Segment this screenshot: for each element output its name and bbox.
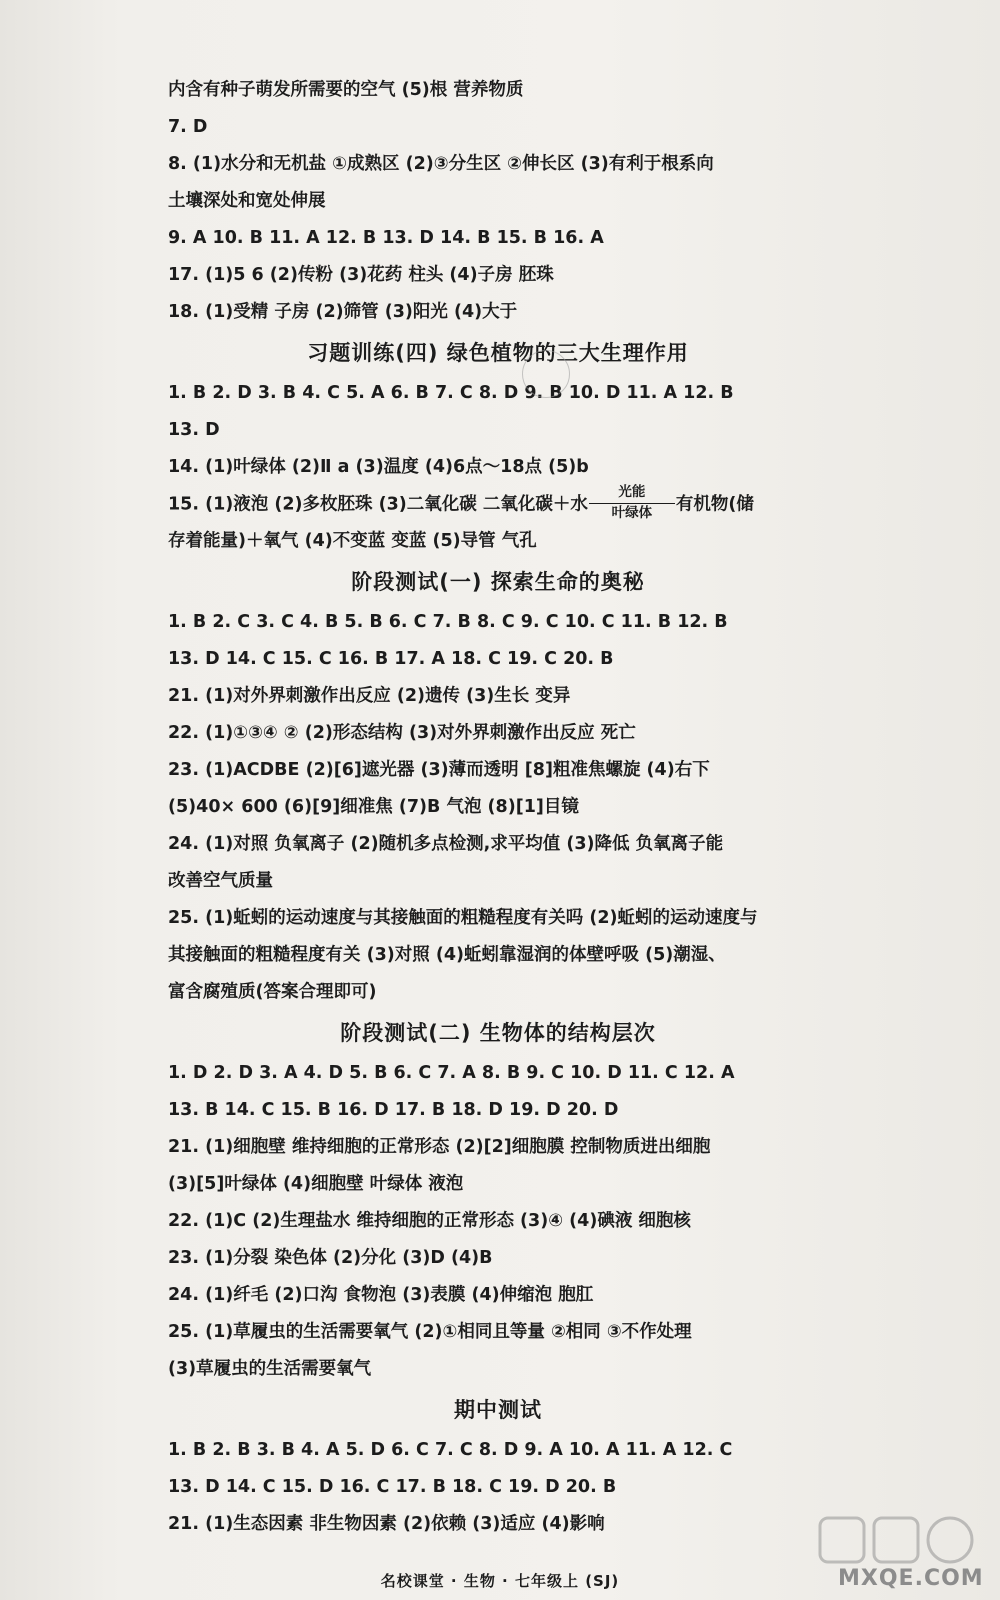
answer-line: 23. (1)ACDBE (2)[6]遮光器 (3)薄而透明 [8]粗准焦螺旋 (4)右下 [168,760,710,780]
section-heading: 阶段测试(二) 生物体的结构层次 [340,1021,656,1045]
answer-line: 25. (1)草履虫的生活需要氧气 (2)①相同且等量 ②相同 ③不作处理 [168,1322,692,1342]
answer-line: 存着能量)＋氧气 (4)不变蓝 变蓝 (5)导管 气孔 [168,531,537,551]
answer-line: 1. B 2. D 3. B 4. C 5. A 6. B 7. C 8. D 9. B 10. D 11. A 12. B [168,383,734,403]
answer-line: 土壤深处和宽处伸展 [168,191,326,211]
reaction-arrow [589,486,675,523]
answer-line: 富含腐殖质(答案合理即可) [168,982,377,1002]
answer-line: 13. D 14. C 15. D 16. C 17. B 18. C 19. D 20. B [168,1477,617,1497]
answer-line: 其接触面的粗糙程度有关 (3)对照 (4)蚯蚓靠湿润的体壁呼吸 (5)潮湿、 [168,945,726,965]
answer-line: (3)草履虫的生活需要氧气 [168,1359,372,1379]
section-heading: 阶段测试(一) 探索生命的奥秘 [351,570,645,594]
answer-line: 22. (1)C (2)生理盐水 维持细胞的正常形态 (3)④ (4)碘液 细胞核 [168,1211,691,1231]
answer-line: 21. (1)生态因素 非生物因素 (2)依赖 (3)适应 (4)影响 [168,1514,605,1534]
answer-line: 23. (1)分裂 染色体 (2)分化 (3)D (4)B [168,1248,493,1268]
equation-line [168,486,828,523]
answer-line: 18. (1)受精 子房 (2)筛管 (3)阳光 (4)大于 [168,302,518,322]
page-footer: 名校课堂 · 生物 · 七年级上 (SJ) [380,1572,620,1590]
answer-line: 1. B 2. B 3. B 4. A 5. D 6. C 7. C 8. D 9. A 10. A 11. A 12. C [168,1440,733,1460]
answer-line: 13. D [168,420,220,440]
equation-left: 15. (1)液泡 (2)多枚胚珠 (3)二氧化碳 二氧化碳＋水 [168,494,588,515]
watermark-url: MXQE.COM [838,1566,984,1591]
answer-line: (3)[5]叶绿体 (4)细胞壁 叶绿体 液泡 [168,1174,464,1194]
answer-line: 14. (1)叶绿体 (2)Ⅱ a (3)温度 (4)6点～18点 (5)b [168,457,589,477]
answer-line: 9. A 10. B 11. A 12. B 13. D 14. B 15. B 16. A [168,228,604,248]
answer-line: 13. D 14. C 15. C 16. B 17. A 18. C 19. C 20. B [168,649,614,669]
answer-line: 13. B 14. C 15. B 16. D 17. B 18. D 19. D 20. D [168,1100,619,1120]
watermark-logo-icon [818,1514,978,1566]
answer-line: 25. (1)蚯蚓的运动速度与其接触面的粗糙程度有关吗 (2)蚯蚓的运动速度与 [168,908,758,928]
answer-line: 1. B 2. C 3. C 4. B 5. B 6. C 7. B 8. C 9. C 10. C 11. B 12. B [168,612,728,632]
answer-line: 7. D [168,117,208,137]
equation-right: 有机物(储 [675,494,754,515]
answer-line: 22. (1)①③④ ② (2)形态结构 (3)对外界刺激作出反应 死亡 [168,723,636,743]
answer-content [168,72,828,1543]
arrow-condition-bottom: 叶绿体 [611,505,653,521]
answer-line: 17. (1)5 6 (2)传粉 (3)花药 柱头 (4)子房 胚珠 [168,265,554,285]
answer-line: 21. (1)细胞壁 维持细胞的正常形态 (2)[2]细胞膜 控制物质进出细胞 [168,1137,711,1157]
answer-line: 1. D 2. D 3. A 4. D 5. B 6. C 7. A 8. B 9. C 10. D 11. C 12. A [168,1063,735,1083]
faint-stamp [522,350,570,398]
arrow-condition-top: 光能 [618,484,646,500]
answer-line: (5)40× 600 (6)[9]细准焦 (7)B 气泡 (8)[1]目镜 [168,797,579,817]
answer-line: 21. (1)对外界刺激作出反应 (2)遗传 (3)生长 变异 [168,686,571,706]
section-heading: 习题训练(四) 绿色植物的三大生理作用 [307,341,689,365]
answer-line: 改善空气质量 [168,871,273,891]
arrow-line [589,503,675,504]
answer-line: 8. (1)水分和无机盐 ①成熟区 (2)③分生区 ②伸长区 (3)有利于根系向 [168,154,714,174]
section-heading: 期中测试 [454,1398,542,1422]
answer-line: 24. (1)纤毛 (2)口沟 食物泡 (3)表膜 (4)伸缩泡 胞肛 [168,1285,594,1305]
answer-line: 24. (1)对照 负氧离子 (2)随机多点检测,求平均值 (3)降低 负氧离子能 [168,834,724,854]
answer-line: 内含有种子萌发所需要的空气 (5)根 营养物质 [168,80,524,100]
